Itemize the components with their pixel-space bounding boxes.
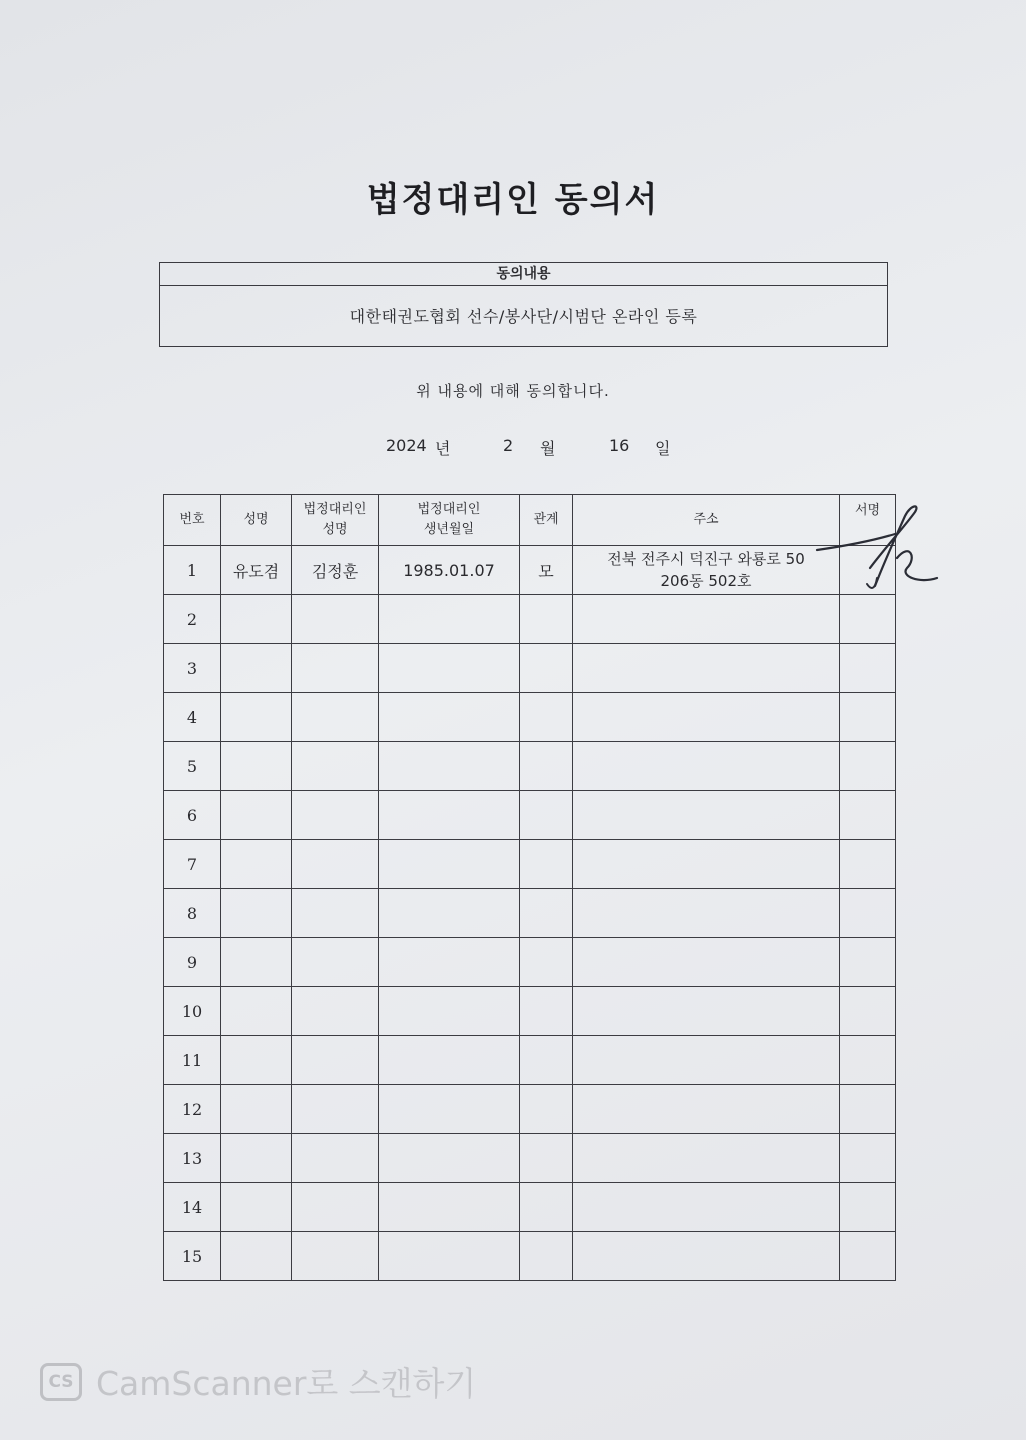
date-month-unit: 월 (540, 439, 556, 458)
cell-no: 6 (164, 791, 221, 840)
date-month: 2 (503, 436, 514, 455)
table-header-row (164, 495, 896, 546)
date-year: 2024 (386, 436, 427, 455)
header-name: 성명 (221, 495, 292, 546)
document-title: 법정대리인 동의서 (366, 180, 660, 220)
header-guardian-birth-line2: 생년월일 (423, 522, 475, 537)
date-day: 16 (609, 436, 630, 455)
table-row (164, 889, 896, 938)
header-guardian-name (292, 495, 379, 546)
table-row (164, 840, 896, 889)
table-row (164, 1085, 896, 1134)
cell-no: 1 (164, 546, 221, 595)
cell-name: 유도겸 (221, 546, 292, 595)
table-row (164, 1183, 896, 1232)
table-row (164, 1134, 896, 1183)
table-row (164, 742, 896, 791)
table-row (164, 1036, 896, 1085)
agree-statement: 위 내용에 대해 동의합니다. (416, 382, 610, 400)
header-guardian-name-line2: 성명 (322, 522, 348, 537)
cell-address-line2: 206동 502호 (660, 572, 752, 590)
header-relation: 관계 (520, 495, 573, 546)
cell-relation: 모 (520, 546, 573, 595)
cell-no: 11 (164, 1036, 221, 1085)
camscanner-watermark-text: CamScanner로 스캔하기 (96, 1364, 477, 1403)
camscanner-logo-icon: CS (40, 1363, 82, 1401)
cell-no: 13 (164, 1134, 221, 1183)
table-row (164, 1232, 896, 1281)
table-row (164, 644, 896, 693)
cell-no: 7 (164, 840, 221, 889)
cell-no: 5 (164, 742, 221, 791)
cell-no: 3 (164, 644, 221, 693)
cell-address-line1: 전북 전주시 덕진구 와룡로 50 (607, 550, 805, 568)
table-row (164, 987, 896, 1036)
table-body (164, 546, 896, 1281)
camscanner-watermark (40, 1358, 476, 1405)
cell-no: 8 (164, 889, 221, 938)
table-row (164, 693, 896, 742)
cell-no: 4 (164, 693, 221, 742)
cell-no: 2 (164, 595, 221, 644)
cell-address (573, 546, 840, 595)
handwritten-signature (815, 498, 940, 598)
cell-guardian-name: 김정훈 (292, 546, 379, 595)
cell-no: 12 (164, 1085, 221, 1134)
date-year-unit: 년 (435, 439, 451, 458)
consent-header: 동의내용 (160, 263, 887, 286)
header-no: 번호 (164, 495, 221, 546)
guardian-table (163, 494, 896, 1281)
header-guardian-birth-line1: 법정대리인 (417, 502, 481, 517)
cell-no: 15 (164, 1232, 221, 1281)
cell-no: 10 (164, 987, 221, 1036)
table-row (164, 791, 896, 840)
header-guardian-name-line1: 법정대리인 (303, 502, 367, 517)
cell-no: 9 (164, 938, 221, 987)
cell-guardian-birth: 1985.01.07 (379, 546, 520, 595)
cell-no: 14 (164, 1183, 221, 1232)
header-address: 주소 (573, 495, 840, 546)
consent-box (159, 262, 888, 347)
consent-body: 대한태권도협회 선수/봉사단/시범단 온라인 등록 (349, 307, 698, 326)
header-guardian-birth (379, 495, 520, 546)
header-signature: 서명 (840, 495, 896, 546)
table-row (164, 595, 896, 644)
date-day-unit: 일 (655, 439, 671, 458)
table-row (164, 546, 896, 595)
table-row (164, 938, 896, 987)
